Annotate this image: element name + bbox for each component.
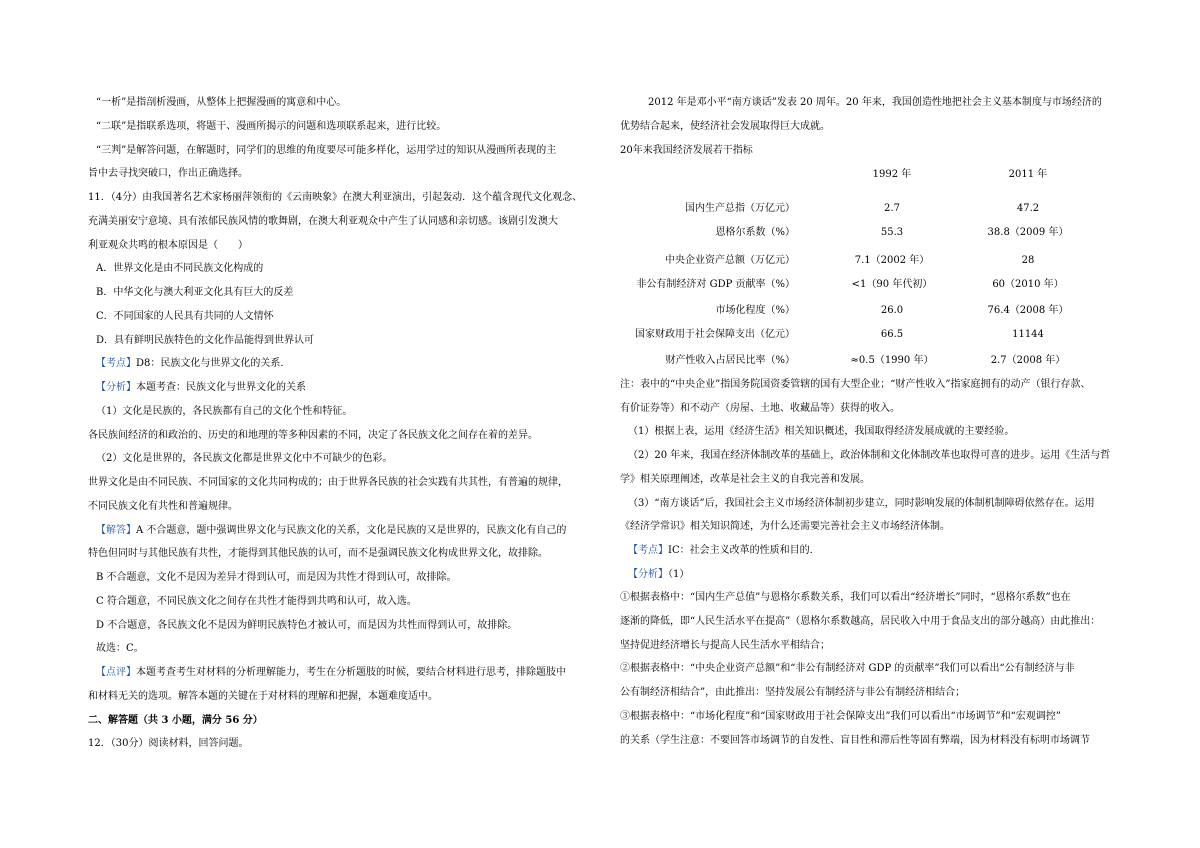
table-cell: 55.3: [880, 227, 904, 238]
line-text: A．世界文化是由不同民族文化构成的: [96, 263, 264, 275]
table-cell: 2.7: [884, 203, 900, 214]
table-cell: 国内生产总指（万亿元）: [685, 203, 795, 214]
section-tag: 【考点】: [96, 358, 136, 370]
text-line: [96, 120, 446, 134]
line-text: A 不合题意，题中强调世界文化与民族文化的关系，文化是民族的又是世界的，民族文化有自己的: [136, 524, 567, 536]
text-line: [96, 262, 263, 276]
table-header-row: [620, 168, 1130, 182]
table-cell: 38.8（2009 年）: [987, 227, 1069, 238]
line-text: D 不合题意，各民族文化不是因为鲜明民族特色才被认可，而是因为共性而得到认可，故排除。: [96, 619, 518, 631]
text-line: [88, 429, 538, 443]
text-line: [96, 595, 417, 609]
table-header-cell: 1992 年: [872, 169, 912, 180]
table-cell: 11144: [1012, 329, 1044, 340]
line-text: （2）20 年来，我国在经济体制改革的基础上，政治体制和文化体制改革也取得可喜的进步。运用《生活与哲: [628, 450, 1111, 462]
text-line: [620, 686, 965, 700]
line-text: ②根据表格中：“中央企业资产总额”和“非公有制经济对 GDP 的贡献率”我们可以看出“公有制经济与非: [620, 663, 1075, 675]
line-text: ①根据表格中：“国内生产总值”与恩格尔系数关系，我们可以看出“经济增长”同时，“恩格尔系数”也在: [620, 592, 1071, 604]
table-header-cell: 2011 年: [1008, 169, 1048, 180]
text-line: [96, 642, 144, 656]
line-text: 故选：C。: [96, 643, 144, 655]
line-text: IC：社会主义改革的性质和目的．: [668, 544, 820, 556]
text-line: [96, 334, 314, 348]
table-row: [620, 304, 1130, 318]
table-cell: 市场化程度（%）: [715, 305, 795, 316]
text-line: [88, 215, 558, 229]
table-cell: 财产性收入占居民比率（%）: [665, 355, 795, 366]
text-line: [88, 690, 438, 704]
table-row: [620, 202, 1130, 216]
table-cell: 47.2: [1016, 203, 1040, 214]
line-text: 本题考查：民族文化与世界文化的关系: [136, 382, 306, 393]
section-tag: 【考点】: [628, 544, 668, 556]
table-cell: 60（2010 年）: [992, 279, 1064, 290]
table-cell: 7.1（2002 年）: [854, 255, 930, 266]
line-text: （1）: [668, 568, 690, 580]
line-text: C 符合题意，不同民族文化之间存在共性才能得到共鸣和认可，故入选。: [96, 595, 417, 607]
table-cell: 恩格尔系数（%）: [715, 227, 795, 238]
text-line: [96, 452, 392, 466]
table-row: [620, 328, 1130, 342]
text-line: [96, 405, 352, 419]
intro-line: 优势结合起来，使经济社会发展取得巨大成就。: [620, 121, 830, 132]
text-line: [96, 619, 517, 633]
table-cell: 76.4（2008 年）: [987, 305, 1069, 316]
line-text: （1）文化是民族的，各民族都有自己的文化个性和特征。: [96, 405, 353, 417]
text-line: [620, 639, 830, 653]
line-text: 公有制经济相结合”，由此推出：坚持发展公有制经济与非公有制经济相结合；: [620, 687, 966, 699]
line-text: “一析”是指剖析漫画，从整体上把握漫画的寓意和中心。: [96, 97, 347, 108]
line-text: 各民族间经济的和政治的、历史的和地理的等多种因素的不同，决定了各民族文化之间存在着的差异。: [88, 429, 538, 441]
table-cell: 国家财政用于社会保障支出（亿元）: [635, 329, 795, 340]
table-cell: 中央企业资产总额（万亿元）: [665, 255, 795, 266]
line-text: C．不同国家的人民具有共同的人文情怀: [96, 310, 274, 322]
table-title: 20年来我国经济发展若干指标: [620, 145, 753, 156]
text-line: [88, 500, 238, 514]
table-cell: 66.5: [880, 329, 904, 340]
text-line: [628, 497, 1095, 511]
text-line: [620, 662, 1075, 676]
text-line: [96, 286, 293, 300]
text-line: [620, 473, 870, 487]
text-line: [88, 547, 548, 561]
labeled-line: [96, 524, 566, 538]
labeled-line: [96, 357, 290, 371]
table-row: [620, 354, 1130, 368]
line-text: 特色但同时与其他民族有共性，才能得到其他民族的认可，而不是强调民族文化构成世界文化，故排除。: [88, 548, 548, 560]
text-line: [620, 615, 1100, 629]
line-text: 11．（4分）由我国著名艺术家杨丽萍领衔的《云南映象》在澳大利亚演出，引起轰动．这个蕴含现代文化观念、: [88, 192, 583, 203]
labeled-line: [96, 381, 306, 395]
text-line: [628, 425, 1014, 439]
line-text: （1）根据上表，运用《经济生活》相关知识概述，我国取得经济发展成就的主要经验。: [628, 426, 1015, 438]
line-text: 逐渐的降低，即“人民生活水平在提高”（恩格尔系数越高，居民收入中用于食品支出的部分越高）由此推出：: [620, 616, 1101, 627]
labeled-line: [628, 544, 820, 558]
intro-line: 2012 年是邓小平“南方谈话”发表 20 周年。20 年来，我国创造性地把社会主义基本制度与市场经济的: [648, 97, 1102, 108]
text-line: [620, 378, 1090, 392]
line-text: “二联”是指联系选项，将题干、漫画所揭示的问题和选项联系起来，进行比较。: [96, 120, 447, 132]
line-text: 注：表中的“中央企业”指国务院国资委管辖的国有大型企业；“财产性收入”指家庭拥有的动产（银行存款、: [620, 379, 1091, 390]
table-row: [620, 226, 1130, 240]
table-cell: 28: [1021, 255, 1035, 266]
text-line: [620, 520, 950, 534]
text-line: [96, 96, 346, 110]
text-line: [88, 167, 248, 181]
text-line: [88, 239, 248, 253]
table-cell: <1（90 年代初）: [851, 279, 933, 290]
table-cell: ≈0.5（1990 年）: [850, 355, 934, 366]
table-row: [620, 254, 1130, 268]
labeled-line: [96, 666, 566, 680]
text-line: [96, 310, 274, 324]
table-cell: 非公有制经济对 GDP 贡献率（%）: [636, 279, 795, 290]
line-text: 的关系（学生注意：不要回答市场调节的自发性、盲目性和滞后性等固有弊端，因为材料没有标明市场调节: [620, 734, 1090, 746]
table-cell: 26.0: [880, 305, 904, 316]
line-text: 有价证券等）和不动产（房屋、土地、收藏品等）获得的收入。: [620, 402, 900, 414]
section-tag: 【点评】: [96, 667, 136, 678]
section-tag: 【分析】: [628, 568, 668, 580]
labeled-line: [628, 568, 689, 582]
line-text: 二、解答题（共 3 小题，满分 56 分）: [88, 714, 263, 726]
line-text: 学》相关原理阐述，改革是社会主义的自我完善和发展。: [620, 473, 870, 485]
line-text: ③根据表格中：“市场化程度”和“国家财政用于社会保障支出”我们可以看出“市场调节”和“宏观调控”: [620, 710, 1061, 722]
text-line: [620, 734, 1090, 748]
text-line: [620, 591, 1071, 605]
line-text: D8：民族文化与世界文化的关系．: [136, 358, 291, 370]
line-text: 本题考查考生对材料的分析理解能力，考生在分析题肢的时候，要结合材料进行思考，排除题肢中: [136, 667, 566, 678]
line-text: 世界文化是由不同民族、不同国家的文化共同构成的；由于世界各民族的社会实践有共其性，有普遍的规律，: [88, 477, 568, 488]
line-text: （3）“南方谈话”后，我国社会主义市场经济体制初步建立，同时影响发展的体制机制障碍依然存在。运用: [628, 497, 1095, 509]
text-line: [88, 737, 248, 751]
line-text: 12．（30分）阅读材料，回答问题。: [88, 738, 249, 750]
line-text: “三判”是解答问题，在解题时，同学们的思维的角度要尽可能多样化，运用学过的知识从漫画所表现的主: [96, 144, 557, 156]
text-line: [88, 476, 568, 490]
line-text: 不同民族文化有共性和普遍规律。: [88, 500, 238, 512]
line-text: B 不合题意，文化不是因为差异才得到认可，而是因为共性才得到认可，故排除。: [96, 572, 457, 583]
line-text: 《经济学常识》相关知识简述，为什么还需要完善社会主义市场经济体制。: [620, 521, 950, 533]
text-line: [620, 710, 1061, 724]
line-text: D．具有鲜明民族特色的文化作品能得到世界认可: [96, 334, 315, 346]
text-line: [88, 714, 263, 728]
line-text: 利亚观众共鸣的根本原因是（ ）: [88, 239, 248, 251]
line-text: 充满美丽安宁意境、具有浓郁民族风情的歌舞剧，在澳大利亚观众中产生了认同感和亲切感。该剧引发澳大: [88, 215, 558, 227]
text-line: [620, 402, 900, 416]
line-text: 和材料无关的选项。解答本题的关键在于对材料的理解和把握，本题难度适中。: [88, 690, 438, 702]
table-row: [620, 278, 1130, 292]
section-tag: 【分析】: [96, 382, 136, 393]
line-text: 坚持促进经济增长与提高人民生活水平相结合；: [620, 639, 830, 651]
text-line: [88, 191, 582, 205]
line-text: B．中华文化与澳大利亚文化具有巨大的反差: [96, 287, 294, 298]
text-line: [96, 144, 556, 158]
line-text: （2）文化是世界的，各民族文化都是世界文化中不可缺少的色彩。: [96, 453, 393, 465]
line-text: 旨中去寻找突破口，作出正确选择。: [88, 168, 248, 180]
text-line: [96, 571, 457, 585]
table-cell: 2.7（2008 年）: [990, 355, 1066, 366]
section-tag: 【解答】: [96, 524, 136, 536]
text-line: [628, 449, 1110, 463]
